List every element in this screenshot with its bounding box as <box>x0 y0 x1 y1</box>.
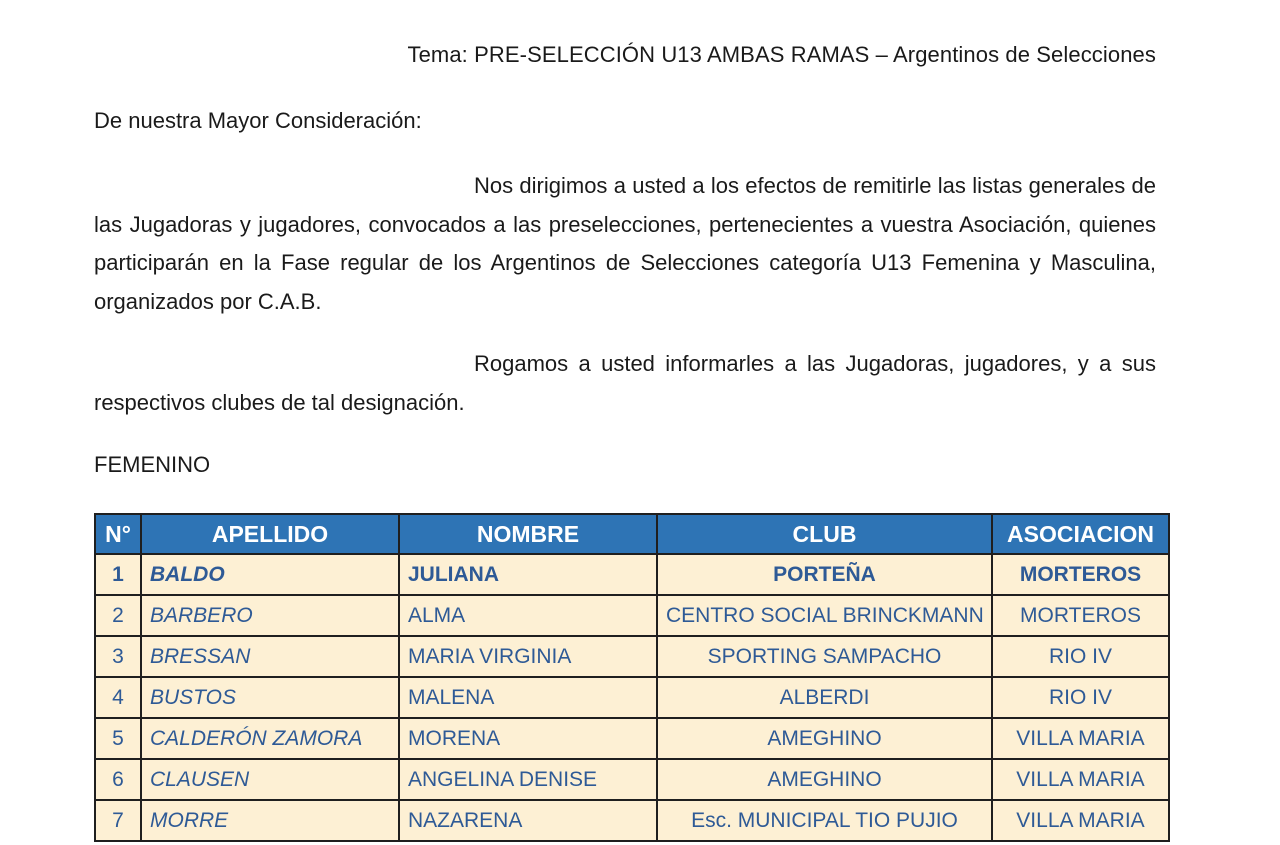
cell-apellido: BUSTOS <box>141 677 399 718</box>
header-apellido: APELLIDO <box>141 514 399 554</box>
cell-num: 4 <box>95 677 141 718</box>
cell-apellido: CALDERÓN ZAMORA <box>141 718 399 759</box>
cell-apellido: BRESSAN <box>141 636 399 677</box>
cell-apellido: CLAUSEN <box>141 759 399 800</box>
letter-greeting: De nuestra Mayor Consideración: <box>94 108 422 133</box>
player-roster-table <box>94 513 1170 842</box>
cell-club: Esc. MUNICIPAL TIO PUJIO <box>657 800 992 841</box>
cell-num: 2 <box>95 595 141 636</box>
letter-paragraph-2: Rogamos a usted informarles a las Jugadoras, jugadores, y a sus respectivos clubes de tal designación. <box>94 351 1156 415</box>
section-label-femenino: FEMENINO <box>94 452 211 477</box>
cell-nombre: ALMA <box>399 595 657 636</box>
cell-club: ALBERDI <box>657 677 992 718</box>
cell-club: CENTRO SOCIAL BRINCKMANN <box>657 595 992 636</box>
cell-asociacion: MORTEROS <box>992 595 1169 636</box>
cell-asociacion: RIO IV <box>992 677 1169 718</box>
cell-apellido: MORRE <box>141 800 399 841</box>
cell-nombre: JULIANA <box>399 554 657 595</box>
table-row <box>95 800 1169 841</box>
table-row <box>95 718 1169 759</box>
header-num: N° <box>95 514 141 554</box>
cell-apellido: BARBERO <box>141 595 399 636</box>
cell-num: 5 <box>95 718 141 759</box>
cell-nombre: MORENA <box>399 718 657 759</box>
cell-nombre: ANGELINA DENISE <box>399 759 657 800</box>
table-row <box>95 677 1169 718</box>
table-row <box>95 759 1169 800</box>
cell-asociacion: VILLA MARIA <box>992 800 1169 841</box>
cell-asociacion: MORTEROS <box>992 554 1169 595</box>
cell-num: 1 <box>95 554 141 595</box>
cell-nombre: NAZARENA <box>399 800 657 841</box>
cell-num: 3 <box>95 636 141 677</box>
letter-paragraph-1: Nos dirigimos a usted a los efectos de remitirle las listas generales de las Jugadoras y jugadores, convocados a las preselecciones, pertenecientes a vuestra Asociación, quienes participarán en la Fase regular de los Argentinos de Selecciones categoría U13 Femenina y Masculina, organizados por C.A.B. <box>94 173 1156 314</box>
cell-club: AMEGHINO <box>657 759 992 800</box>
table-row <box>95 636 1169 677</box>
cell-apellido: BALDO <box>141 554 399 595</box>
cell-club: AMEGHINO <box>657 718 992 759</box>
table-row <box>95 554 1169 595</box>
cell-club: SPORTING SAMPACHO <box>657 636 992 677</box>
cell-club: PORTEÑA <box>657 554 992 595</box>
cell-nombre: MARIA VIRGINIA <box>399 636 657 677</box>
cell-num: 6 <box>95 759 141 800</box>
cell-asociacion: VILLA MARIA <box>992 759 1169 800</box>
letter-subject: Tema: PRE-SELECCIÓN U13 AMBAS RAMAS – Argentinos de Selecciones <box>407 42 1156 67</box>
cell-asociacion: RIO IV <box>992 636 1169 677</box>
header-club: CLUB <box>657 514 992 554</box>
cell-asociacion: VILLA MARIA <box>992 718 1169 759</box>
table-header-row <box>95 514 1169 554</box>
table-row <box>95 595 1169 636</box>
cell-nombre: MALENA <box>399 677 657 718</box>
cell-num: 7 <box>95 800 141 841</box>
header-asociacion: ASOCIACION <box>992 514 1169 554</box>
header-nombre: NOMBRE <box>399 514 657 554</box>
